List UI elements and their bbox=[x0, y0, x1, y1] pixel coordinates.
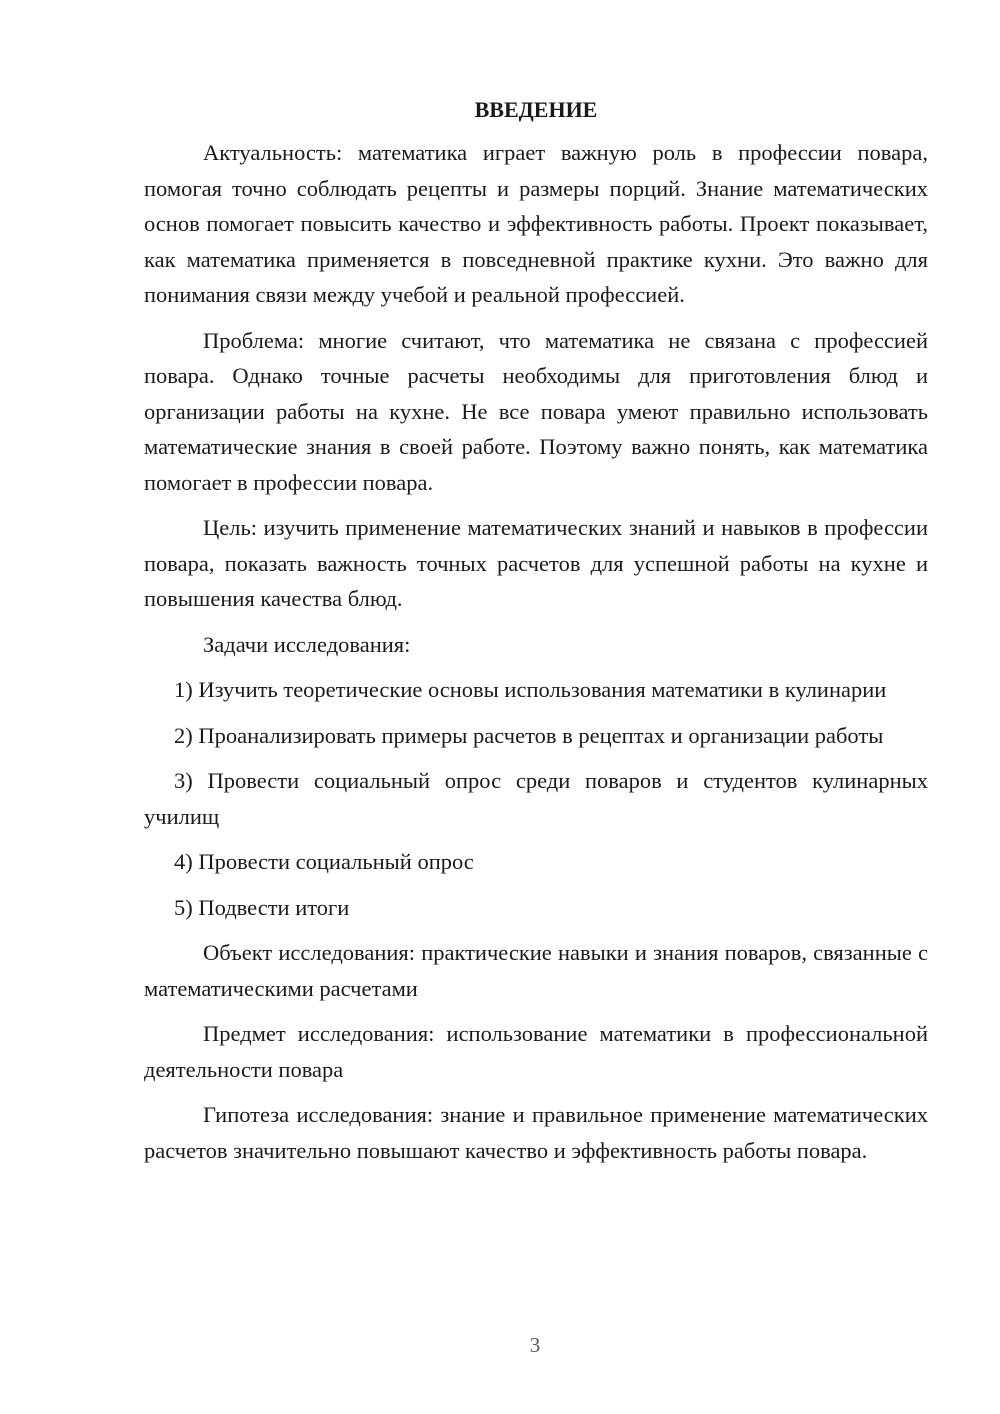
hypothesis-paragraph: Гипотеза исследования: знание и правильное применение математических расчетов значительно повышают качество и эффективность работы повара. bbox=[144, 1102, 928, 1163]
list-item: 1) Изучить теоретические основы использования математики в кулинарии bbox=[174, 677, 887, 702]
page-number: 3 bbox=[529, 1333, 541, 1357]
list-item: 5) Подвести итоги bbox=[174, 894, 350, 920]
tasks-list bbox=[144, 672, 928, 925]
list-item: 4) Провести социальный опрос bbox=[174, 849, 474, 874]
section-title: ВВЕДЕНИЕ bbox=[474, 97, 598, 122]
problem-paragraph: Проблема: многие считают, что математика не связана с профессией повара. Однако точные расчеты необходимы для приготовления блюд и организации работы на кухне. Не все повара умеют правильно использовать математические знания в своей работе. Поэтому важно понять, как математика помогает в профессии повара. bbox=[144, 327, 928, 495]
object-paragraph: Объект исследования: практические навыки и знания поваров, связанные с математическими расчетами bbox=[144, 940, 928, 1001]
list-item: 2) Проанализировать примеры расчетов в рецептах и организации работы bbox=[174, 722, 884, 748]
relevance-paragraph: Актуальность: математика играет важную роль в профессии повара, помогая точно соблюдать рецепты и размеры порций. Знание математических основ помогает повысить качество и эффективность работы. Проект показывает, как математика применяется в повседневной практике кухни. Это важно для понимания связи между учебой и реальной профессией. bbox=[144, 140, 928, 307]
page-content bbox=[144, 94, 928, 1168]
goal-paragraph: Цель: изучить применение математических знаний и навыков в профессии повара, показать важность точных расчетов для успешной работы на кухне и повышения качества блюд. bbox=[144, 515, 928, 611]
list-item: 3) Провести социальный опрос среди поваров и студентов кулинарных училищ bbox=[144, 768, 928, 829]
tasks-heading: Задачи исследования: bbox=[203, 631, 411, 657]
subject-paragraph: Предмет исследования: использование математики в профессиональной деятельности повара bbox=[144, 1021, 928, 1082]
